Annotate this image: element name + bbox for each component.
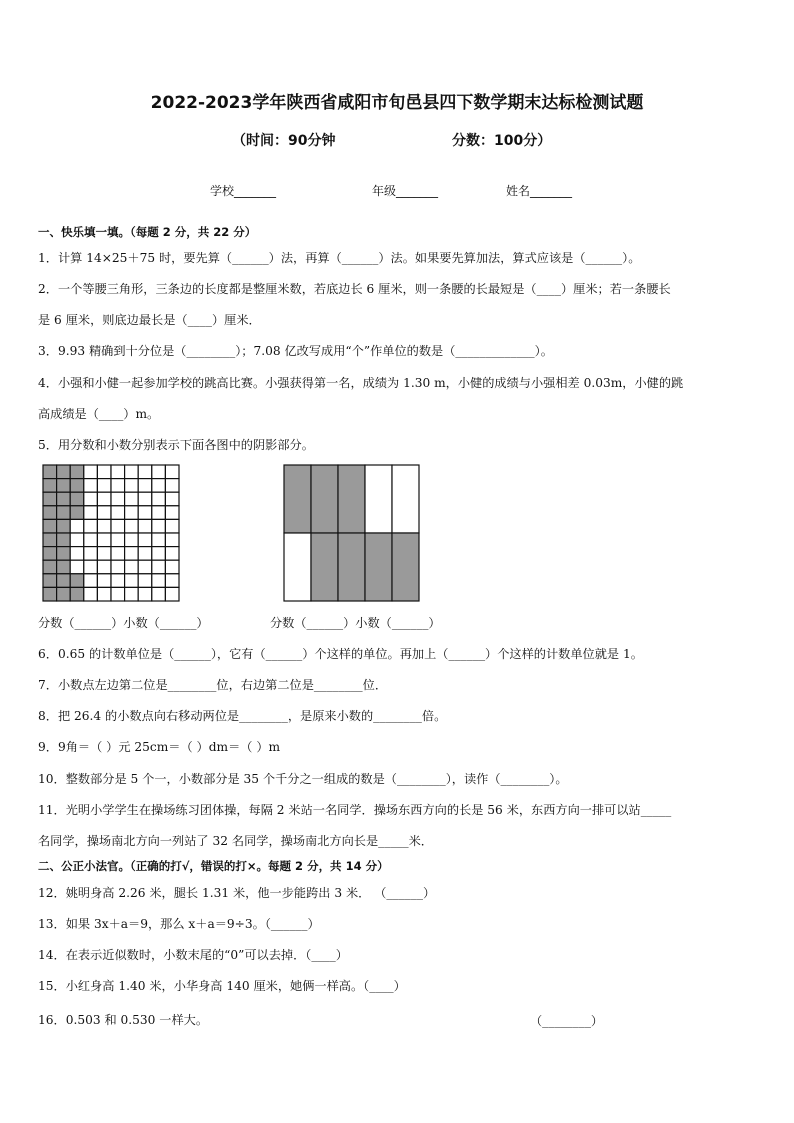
grid-cell — [125, 560, 139, 574]
grid-cell — [152, 506, 166, 520]
grid-cell — [97, 506, 111, 520]
grid-cell — [70, 506, 84, 520]
grid-cell — [57, 492, 71, 506]
strip-bottom — [365, 533, 392, 601]
grid-cell — [125, 519, 139, 533]
grid-cell — [138, 492, 152, 506]
grid-cell — [138, 479, 152, 493]
grid-cell — [43, 587, 57, 601]
figure-2-answer[interactable]: 分数（______）小数（______） — [270, 616, 441, 630]
question-14: 14．在表示近似数时，小数末尾的“0”可以去掉．（____） — [38, 948, 348, 962]
school-field[interactable]: 学校_______ — [210, 184, 277, 198]
grid-cell — [97, 560, 111, 574]
grid-cell — [111, 492, 125, 506]
grid-cell — [70, 519, 84, 533]
grid-cell — [111, 479, 125, 493]
grid-cell — [111, 519, 125, 533]
grid-cell — [152, 519, 166, 533]
figure-1-answer[interactable]: 分数（______）小数（______） — [38, 616, 209, 630]
grid-cell — [84, 519, 98, 533]
grid-cell — [97, 574, 111, 588]
question-5: 5．用分数和小数分别表示下面各图中的阴影部分。 — [38, 438, 314, 452]
grid-cell — [165, 574, 179, 588]
strip-top — [311, 465, 338, 533]
grid-cell — [138, 587, 152, 601]
grid-cell — [97, 519, 111, 533]
question-6: 6．0.65 的计数单位是（______），它有（______）个这样的单位。再加上（______）个这样的计数单位就是 1。 — [38, 647, 643, 661]
grid-cell — [152, 533, 166, 547]
grid-cell — [84, 547, 98, 561]
grid-cell — [43, 547, 57, 561]
grid-cell — [84, 574, 98, 588]
grid-cell — [57, 574, 71, 588]
grid-cell — [84, 587, 98, 601]
grid-cell — [165, 519, 179, 533]
grid-cell — [57, 479, 71, 493]
question-8: 8．把 26.4 的小数点向右移动两位是________，是原来小数的________倍。 — [38, 709, 447, 723]
shaded-figures — [0, 462, 794, 612]
strip-bottom — [338, 533, 365, 601]
grid-cell — [152, 560, 166, 574]
grid-cell — [152, 465, 166, 479]
question-16: 16．0.503 和 0.530 一样大。 — [38, 1013, 209, 1027]
grid-cell — [138, 574, 152, 588]
grid-cell — [152, 547, 166, 561]
grid-cell — [84, 479, 98, 493]
grid-cell — [57, 506, 71, 520]
grid-cell — [111, 560, 125, 574]
grid-cell — [84, 465, 98, 479]
grid-cell — [97, 465, 111, 479]
strip-top — [392, 465, 419, 533]
grid-cell — [111, 506, 125, 520]
grid-cell — [125, 506, 139, 520]
grid-cell — [43, 479, 57, 493]
grid-cell — [165, 492, 179, 506]
grid-cell — [70, 587, 84, 601]
grid-cell — [165, 533, 179, 547]
grid-cell — [165, 465, 179, 479]
question-16-answer[interactable]: （________） — [530, 1014, 604, 1028]
grid-cell — [111, 465, 125, 479]
grid-cell — [125, 547, 139, 561]
question-11-line-1: 11．光明小学学生在操场练习团体操，每隔 2 米站一名同学．操场东西方向的长是 56 米，东西方向一排可以站_____ — [38, 803, 672, 817]
grid-cell — [152, 587, 166, 601]
grid-cell — [125, 479, 139, 493]
section-1-heading: 一、快乐填一填。（每题 2 分，共 22 分） — [38, 225, 257, 239]
grid-cell — [138, 519, 152, 533]
grid-cell — [70, 574, 84, 588]
grid-cell — [57, 560, 71, 574]
exam-time: （时间：90分钟 — [232, 133, 336, 149]
grid-cell — [152, 492, 166, 506]
grid-cell — [165, 506, 179, 520]
grid-cell — [138, 465, 152, 479]
exam-score: 分数：100分） — [452, 133, 552, 149]
grid-cell — [43, 574, 57, 588]
question-4-line-1: 4．小强和小健一起参加学校的跳高比赛。小强获得第一名，成绩为 1.30 m，小健的成绩与小强相差 0.03m，小健的跳 — [38, 376, 684, 390]
page-title: 2022-2023学年陕西省咸阳市旬邑县四下数学期末达标检测试题 — [150, 93, 644, 113]
grid-cell — [57, 465, 71, 479]
grid-cell — [111, 587, 125, 601]
question-3: 3．9.93 精确到十分位是（________）；7.08 亿改写成用“个”作单位的数是（_____________）。 — [38, 344, 553, 358]
grid-cell — [165, 479, 179, 493]
grid-cell — [125, 533, 139, 547]
grade-field[interactable]: 年级_______ — [372, 184, 439, 198]
grid-cell — [43, 533, 57, 547]
grid-cell — [43, 560, 57, 574]
grid-cell — [125, 574, 139, 588]
grid-cell — [57, 547, 71, 561]
grid-cell — [70, 547, 84, 561]
name-field[interactable]: 姓名_______ — [506, 184, 573, 198]
grid-cell — [70, 560, 84, 574]
grid-cell — [43, 519, 57, 533]
grid-cell — [138, 506, 152, 520]
grid-cell — [84, 533, 98, 547]
grid-cell — [57, 587, 71, 601]
question-2-line-1: 2．一个等腰三角形，三条边的长度都是整厘米数，若底边长 6 厘米，则一条腰的长最短是（____）厘米；若一条腰长 — [38, 282, 671, 296]
grid-cell — [165, 547, 179, 561]
grid-cell — [152, 574, 166, 588]
grid-cell — [138, 533, 152, 547]
grid-cell — [70, 479, 84, 493]
grid-cell — [125, 587, 139, 601]
grid-cell — [97, 479, 111, 493]
ten-part-rectangle-figure — [283, 464, 421, 604]
question-7: 7．小数点左边第二位是________位，右边第二位是________位． — [38, 678, 388, 692]
question-12: 12．姚明身高 2.26 米，腿长 1.31 米，他一步能跨出 3 米． （______） — [38, 886, 436, 900]
question-1: 1．计算 14×25＋75 时，要先算（______）法，再算（______）法。如果要先算加法，算式应该是（______）。 — [38, 251, 641, 265]
grid-cell — [138, 547, 152, 561]
grid-cell — [57, 519, 71, 533]
grid-cell — [43, 492, 57, 506]
hundred-grid-figure — [42, 464, 182, 604]
grid-cell — [70, 533, 84, 547]
strip-bottom — [311, 533, 338, 601]
section-2-heading: 二、公正小法官。（正确的打√，错误的打×。每题 2 分，共 14 分） — [38, 859, 389, 873]
grid-cell — [125, 492, 139, 506]
grid-cell — [57, 533, 71, 547]
grid-cell — [43, 506, 57, 520]
question-9: 9．9角＝（ ）元 25cm＝（ ）dm＝（ ）m — [38, 740, 281, 754]
strip-top — [338, 465, 365, 533]
grid-cell — [97, 587, 111, 601]
grid-cell — [84, 492, 98, 506]
grid-cell — [43, 465, 57, 479]
grid-cell — [97, 533, 111, 547]
question-13: 13．如果 3x＋a＝9，那么 x＋a＝9÷3。（______） — [38, 917, 320, 931]
grid-cell — [70, 465, 84, 479]
question-2-line-2: 是 6 厘米，则底边最长是（____）厘米． — [38, 313, 261, 327]
grid-cell — [165, 587, 179, 601]
question-15: 15．小红身高 1.40 米，小华身高 140 厘米，她俩一样高。（____） — [38, 979, 406, 993]
grid-cell — [138, 560, 152, 574]
strip-top — [284, 465, 311, 533]
strip-bottom — [284, 533, 311, 601]
grid-cell — [97, 492, 111, 506]
grid-cell — [125, 465, 139, 479]
grid-cell — [84, 560, 98, 574]
question-11-line-2: 名同学，操场南北方向一列站了 32 名同学，操场南北方向长是_____米． — [38, 834, 433, 848]
grid-cell — [165, 560, 179, 574]
question-10: 10．整数部分是 5 个一，小数部分是 35 个千分之一组成的数是（________），读作（________）。 — [38, 772, 568, 786]
grid-cell — [111, 547, 125, 561]
grid-cell — [111, 574, 125, 588]
question-4-line-2: 高成绩是（____）m。 — [38, 407, 160, 421]
grid-cell — [84, 506, 98, 520]
grid-cell — [70, 492, 84, 506]
strip-bottom — [392, 533, 419, 601]
grid-cell — [97, 547, 111, 561]
grid-cell — [152, 479, 166, 493]
grid-cell — [111, 533, 125, 547]
strip-top — [365, 465, 392, 533]
